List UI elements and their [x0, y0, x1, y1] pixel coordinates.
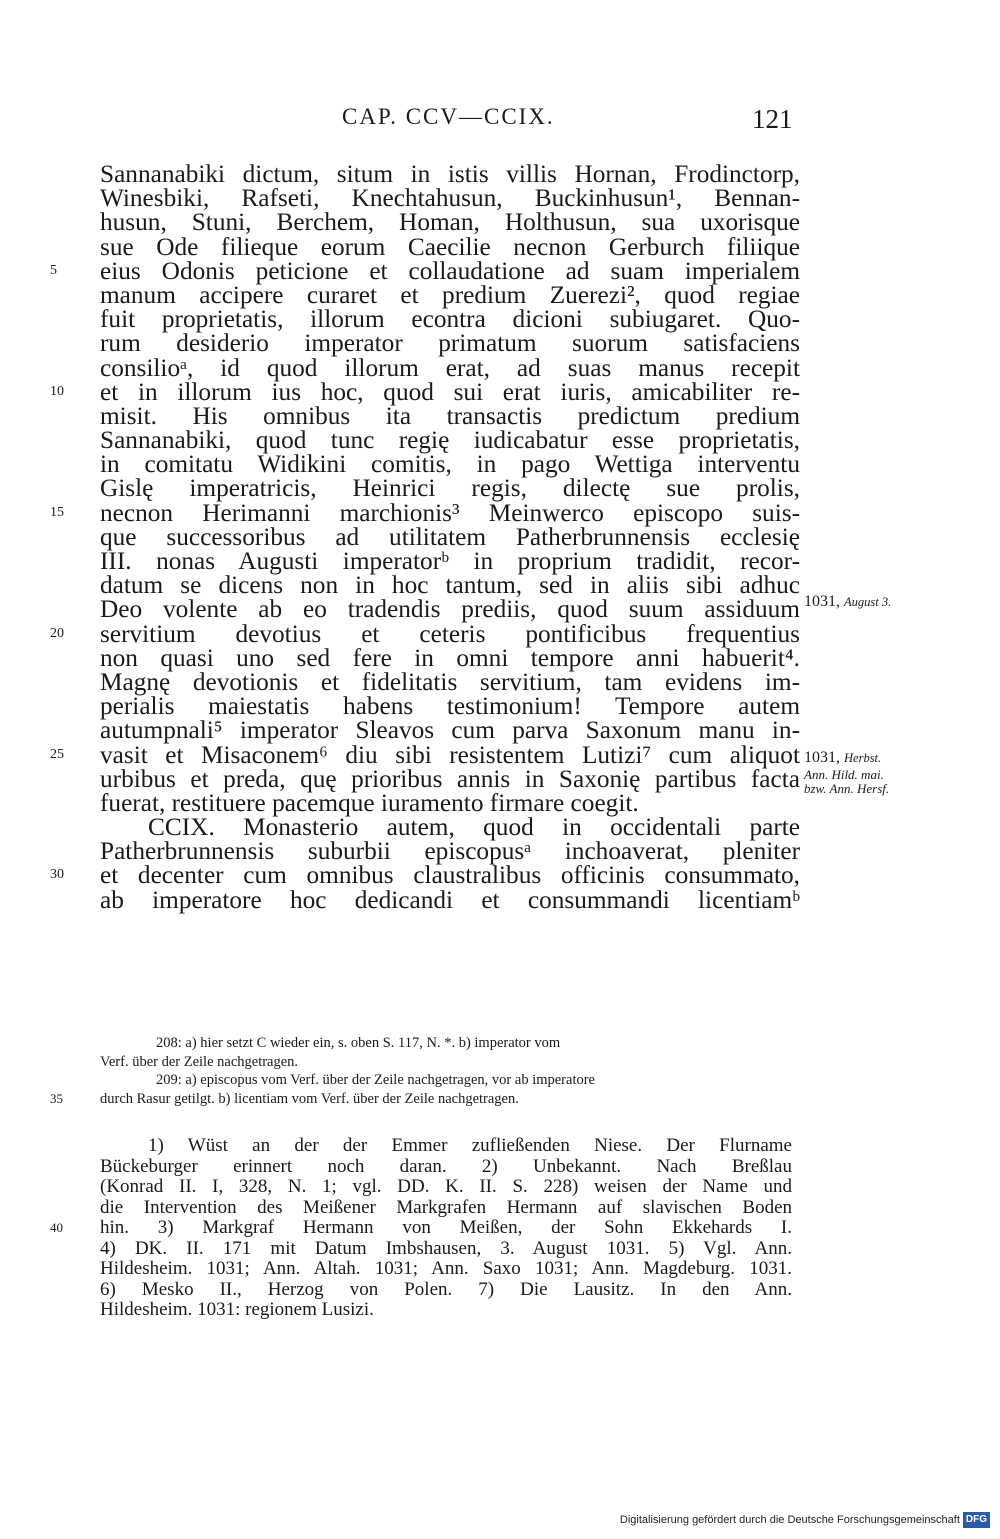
- text-line: [100, 549, 800, 573]
- text-line: [100, 208, 800, 237]
- text-line: [100, 522, 800, 551]
- line-text: rum desiderio imperator primatum suorum satisfaciens: [100, 329, 800, 358]
- text-line: [100, 837, 800, 866]
- line-text: eius Odonis peticione et collaudatione ad suam imperialem: [100, 256, 800, 285]
- apparatus-text: Verf. über der Zeile nachgetragen.: [100, 1053, 299, 1070]
- footnote-line: [100, 1198, 792, 1219]
- text-line: [100, 667, 800, 696]
- main-text: [50, 160, 800, 914]
- footnote-text: Hildesheim. 1031: regionem Lusizi.: [100, 1299, 374, 1320]
- apparatus-text: 208: a) hier setzt C wieder ein, s. oben S. 117, N. *. b) imperator vom: [156, 1035, 561, 1051]
- text-line: [100, 162, 800, 186]
- line-number: 20: [50, 625, 64, 641]
- footnote-line: [100, 1177, 792, 1198]
- text-line: [50, 619, 800, 648]
- text-line: [100, 401, 800, 430]
- line-number: 15: [50, 504, 64, 520]
- footnote-text: die Intervention des Meißener Markgrafen Hermann auf slavischen Boden: [100, 1196, 792, 1218]
- line-text: urbibus et preda, quę prioribus annis in Saxonię partibus facta: [100, 764, 800, 793]
- apparatus-line: [100, 1071, 792, 1090]
- line-text: vasit et Misaconem⁶ diu sibi resistentem Lutizi⁷ cum aliquot: [100, 740, 800, 769]
- footnote-text: 1) Wüst an der der Emmer zufließenden Niese. Der Flurname: [148, 1135, 792, 1156]
- line-text: et in illorum ius hoc, quod sui erat iuris, amicabiliter re-: [100, 377, 800, 406]
- footnote-line: [100, 1280, 792, 1301]
- dfg-credit-text: Digitalisierung gefördert durch die Deutsche Forschungsgemeinschaft: [619, 1514, 960, 1526]
- text-line: [100, 426, 800, 455]
- line-text: sue Ode filieque eorum Caecilie necnon Gerburch filiique: [100, 232, 800, 261]
- text-line: [50, 740, 800, 769]
- text-line: [100, 571, 800, 600]
- line-text: non quasi uno sed fere in omni tempore anni habuerit⁴.: [100, 643, 800, 672]
- line-text: autumpnali⁵ imperator Sleavos cum parva Saxonum manu in-: [100, 716, 800, 745]
- text-line: [100, 305, 800, 334]
- line-text: Sannanabiki, quod tunc regię iudicabatur esse proprietatis,: [100, 426, 800, 455]
- line-text: misit. His omnibus ita transactis predictum predium: [100, 401, 800, 430]
- line-text: perialis maiestatis habens testimonium! Tempore autem: [100, 692, 800, 721]
- line-text: servitium devotius et ceteris pontificibus frequentius: [100, 619, 800, 648]
- text-line: [50, 377, 800, 406]
- critical-apparatus: [50, 1034, 792, 1108]
- footnote-text: 6) Mesko II., Herzog von Polen. 7) Die Lausitz. In den Ann.: [100, 1278, 792, 1300]
- text-line: [100, 643, 800, 672]
- line-text: fuit proprietatis, illorum econtra dicioni subiugaret. Quo-: [100, 305, 800, 334]
- line-number: 40: [50, 1220, 63, 1235]
- line-text: consilioᵃ, id quod illorum erat, ad suas manus recepit: [100, 353, 800, 382]
- margin-detail: August 3.: [844, 595, 892, 609]
- footnote-text: hin. 3) Markgraf Hermann von Meißen, der Sohn Ekkehards I.: [100, 1217, 792, 1238]
- text-line: [100, 885, 800, 914]
- line-text: que successoribus ad utilitatem Patherbrunnensis ecclesię: [100, 522, 800, 551]
- running-head: CAP. CCV—CCIX.: [342, 104, 555, 129]
- page-header: [0, 104, 1000, 140]
- line-text: Gislę imperatricis, Heinrici regis, dilectę sue prolis,: [100, 474, 800, 503]
- footnote-line: [100, 1259, 792, 1280]
- line-number: 35: [50, 1090, 63, 1106]
- apparatus-line: [100, 1053, 792, 1072]
- text-line: [50, 861, 800, 890]
- text-line: [100, 692, 800, 721]
- text-line: [100, 280, 800, 309]
- line-text: Sannanabiki dictum, situm in istis villis Hornan, Frodinctorp,: [100, 160, 800, 188]
- footnote-text: 4) DK. II. 171 mit Datum Imbshausen, 3. August 1031. 5) Vgl. Ann.: [100, 1237, 792, 1259]
- footnote-line: [100, 1157, 792, 1178]
- footnote-line: [50, 1217, 792, 1239]
- text-line: [100, 353, 800, 382]
- text-line: [100, 764, 800, 793]
- footnote-line: [100, 1239, 792, 1260]
- line-text: husun, Stuni, Berchem, Homan, Holthusun, sua uxorisque: [100, 208, 800, 237]
- apparatus-text: 209: a) episcopus vom Verf. über der Zeile nachgetragen, vor ab imperatore: [156, 1072, 595, 1088]
- text-line: [100, 329, 800, 358]
- text-line: [100, 184, 800, 213]
- footnote-line: [100, 1300, 792, 1321]
- footnote-text: Bückeburger erinnert noch daran. 2) Unbekannt. Nach Breßlau: [100, 1155, 792, 1177]
- line-text: in comitatu Widikini comitis, in pago Wettiga interventu: [100, 450, 800, 479]
- line-text: III. nonas Augusti imperatorᵇ in proprium tradidit, recor-: [100, 547, 800, 575]
- line-number: 25: [50, 746, 64, 762]
- line-number: 30: [50, 867, 64, 883]
- text-line: [100, 716, 800, 745]
- footnote-text: Hildesheim. 1031; Ann. Altah. 1031; Ann. Saxo 1031; Ann. Magdeburg. 1031.: [100, 1258, 792, 1279]
- line-text: Deo volente ab eo tradendis prediis, quod suum assiduum: [100, 595, 800, 624]
- apparatus-line: [50, 1090, 792, 1109]
- line-text: datum se dicens non in hoc tantum, sed in aliis sibi adhuc: [100, 571, 800, 600]
- line-text: fuerat, restituere pacemque iuramento firmare coegit.: [100, 788, 639, 817]
- page-number: 121: [752, 104, 793, 134]
- footnote-line: [100, 1136, 792, 1157]
- text-line: [100, 474, 800, 503]
- line-number: 10: [50, 383, 64, 399]
- dfg-credit: [620, 1511, 990, 1529]
- apparatus-line: [100, 1034, 792, 1053]
- dfg-logo: DFG: [963, 1512, 990, 1528]
- margin-source-annals: Ann. Hild. mai.: [804, 767, 884, 782]
- text-line: [50, 256, 800, 285]
- text-line: [100, 232, 800, 261]
- line-text: Magnę devotionis et fidelitatis servitium, tam evidens im-: [100, 667, 800, 696]
- line-number: 5: [50, 262, 57, 278]
- line-text: et decenter cum omnibus claustralibus officinis consummato,: [100, 861, 800, 890]
- text-line: [100, 813, 800, 842]
- margin-date-august: [804, 594, 891, 610]
- chapter-heading-line: CCIX. Monasterio autem, quod in occidentali parte: [148, 813, 800, 842]
- apparatus-text: durch Rasur getilgt. b) licentiam vom Verf. über der Zeile nachgetragen.: [100, 1090, 519, 1107]
- margin-year: 1031,: [804, 749, 840, 766]
- margin-source-annals-alt: bzw. Ann. Hersf.: [804, 781, 890, 796]
- text-line: [50, 498, 800, 527]
- line-text: Winesbiki, Rafseti, Knechtahusun, Buckinhusun¹, Bennan-: [100, 184, 800, 213]
- footnotes: [50, 1135, 792, 1321]
- text-line: [100, 450, 800, 479]
- line-text: manum accipere curaret et predium Zuerezi², quod regiae: [100, 280, 800, 309]
- text-line: [100, 788, 800, 817]
- line-text: Patherbrunnensis suburbii episcopusᵃ inchoaverat, pleniter: [100, 837, 800, 866]
- line-text: ab imperatore hoc dedicandi et consummandi licentiamᵇ: [100, 885, 800, 914]
- margin-year: 1031,: [804, 593, 840, 610]
- footnote-text: (Konrad II. I, 328, N. 1; vgl. DD. K. II. S. 228) weisen der Name und: [100, 1176, 792, 1197]
- text-line: [100, 595, 800, 624]
- margin-detail: Herbst.: [844, 751, 882, 765]
- margin-date-autumn: [804, 750, 881, 766]
- line-text: necnon Herimanni marchionis³ Meinwerco episcopo suis-: [100, 498, 800, 527]
